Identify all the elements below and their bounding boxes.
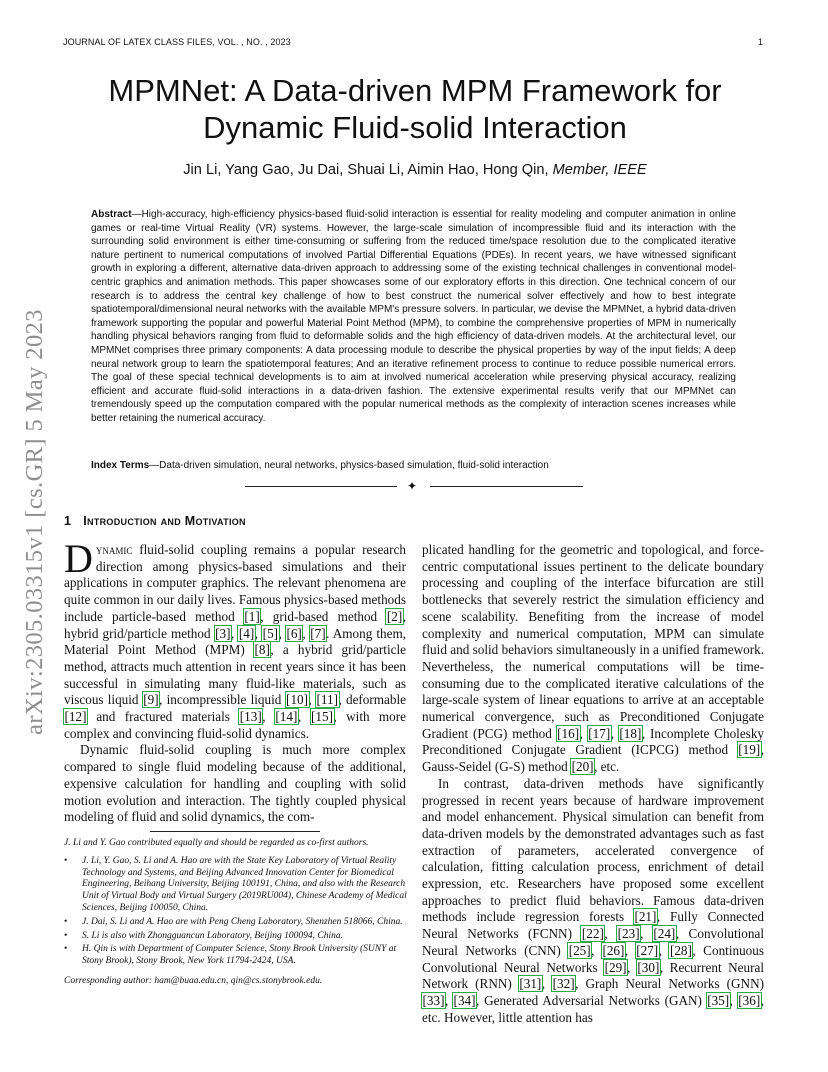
bullet-icon: • [64, 944, 68, 955]
citation-link[interactable]: [30] [637, 959, 660, 975]
author-membership: Member, IEEE [552, 162, 647, 178]
citation-link[interactable]: [29] [604, 959, 627, 975]
affiliation-list [64, 856, 407, 968]
bullet-icon: • [64, 916, 68, 927]
affiliation-text: J. Dai, S. Li and A. Hao are with Peng Cheng Laboratory, Shenzhen 518066, China. [82, 916, 403, 927]
citation-link[interactable]: [14] [275, 709, 298, 725]
affiliation-item [64, 944, 407, 968]
bullet-icon: • [64, 930, 68, 941]
text-run: , [604, 926, 618, 942]
text-run: , [658, 942, 670, 958]
affiliation-item [64, 856, 407, 915]
text-run: fluid-solid coupling remains a popular research direction among physics-based simulations and their applications in computer graphics. The relevant phenomena are quite common in our daily lives. Famous physics-based methods include particle-based method [64, 542, 406, 624]
drop-cap: D [64, 536, 93, 581]
citation-link[interactable]: [4] [238, 625, 255, 641]
citation-link[interactable]: [35] [707, 992, 730, 1008]
text-run: , Incomplete Cholesky Preconditioned Conjugate Gradient (ICPCG) method [422, 725, 765, 758]
text-run: , [610, 725, 619, 741]
text-run: , etc. [594, 759, 620, 775]
paragraph [64, 536, 407, 742]
citation-link[interactable]: [28] [669, 942, 692, 958]
text-run: , hybrid grid/particle method [64, 608, 407, 641]
citation-link[interactable]: [34] [453, 992, 476, 1008]
citation-link[interactable]: [3] [215, 625, 231, 641]
corresponding-author: Corresponding author: ham@buaa.edu.cn, qin@cs.stonybrook.edu. [64, 975, 323, 986]
affiliation-text: J. Li, Y. Gao, S. Li and A. Hao are with the State Key Laboratory of Virtual Reality Technology and Systems, and Beijing Advanced Innovation Center for Biomedical Engineering, Beihang University, Beijing 100191, China, and also with the Research Unit of Virtual Body and Virtual Surgery (2019RU004), Chinese Academy of Medical Sciences, Beijing 100050, China. [82, 855, 407, 913]
lead-in-small-caps: ynamic [95, 542, 133, 557]
author-list [60, 162, 770, 178]
citation-link[interactable]: [32] [552, 976, 575, 992]
citation-link[interactable]: [33] [422, 992, 445, 1008]
paper-title: MPMNet: A Data-driven MPM Framework for Dynamic Fluid-solid Interaction [108, 73, 722, 145]
section-title: Introduction and Motivation [83, 514, 246, 528]
citation-link[interactable]: [9] [143, 692, 159, 708]
text-run: . Among them, Material Point Method (MPM) [64, 625, 407, 658]
divider-star-icon: ✦ [407, 479, 418, 493]
citation-link[interactable]: [8] [254, 642, 270, 658]
index-terms [91, 460, 736, 471]
citation-link[interactable]: [13] [239, 709, 262, 725]
citation-link[interactable]: [26] [602, 942, 625, 958]
text-run: , Graph Neural Networks (GNN) [575, 976, 764, 992]
text-run: , [231, 625, 239, 641]
footnote-equal-contribution: J. Li and Y. Gao contributed equally and should be regarded as co-first authors. [64, 838, 369, 848]
text-run: , [627, 959, 637, 975]
section-heading [64, 514, 246, 528]
citation-link[interactable]: [20] [571, 759, 594, 775]
text-run: , Recurrent Neural Network (RNN) [422, 959, 765, 992]
affiliation-text: H. Qin is with Department of Computer Science, Stony Brook University (SUNY at Stony Brook), Stony Brook, New York 11794-2424, USA. [82, 944, 397, 967]
affiliation-text: S. Li is also with Zhongguancun Laboratory, Beijing 100094, China. [82, 930, 344, 941]
citation-link[interactable]: [36] [738, 992, 761, 1008]
text-run: , [591, 942, 602, 958]
text-run: , [640, 926, 653, 942]
text-run: , [302, 625, 310, 641]
text-run: , Gauss-Seidel (G-S) method [422, 742, 764, 775]
citation-link[interactable]: [5] [262, 625, 279, 641]
bullet-icon: • [64, 855, 68, 866]
arxiv-identifier-text: arXiv:2305.03315v1 [cs.GR] 5 May 2023 [21, 309, 48, 735]
text-run: , Fully Connected Neural Networks (FCNN) [422, 909, 764, 942]
affiliation-item [64, 931, 407, 943]
text-run: , Continuous Convolutional Neural Networks [422, 942, 765, 975]
right-column [422, 542, 764, 1026]
divider-rule-left [245, 486, 397, 487]
text-run: , Convolutional Neural Networks (CNN) [422, 926, 765, 958]
footnotes [64, 838, 407, 994]
citation-link[interactable]: [11] [316, 692, 338, 708]
arxiv-side-identifier [20, 285, 50, 760]
footnote-rule [150, 831, 320, 832]
paragraph: Dynamic fluid-solid coupling is much more complex compared to single fluid modeling because of the additional, expensive calculation for handling and coupling with solid motion evolution and interaction. The tightly coupled physical modeling of fluid and solid dynamics, the com- [64, 742, 406, 825]
citation-link[interactable]: [17] [588, 725, 611, 741]
text-run: and fractured materials [86, 709, 240, 725]
citation-link[interactable]: [7] [310, 625, 326, 641]
text-run: , [541, 976, 553, 992]
index-terms-text: —Data-driven simulation, neural networks, physics-based simulation, fluid-solid interaction [149, 460, 549, 471]
text-run: plicated handling for the geometric and topological, and force-centric computational issues pertinent to the delicate boundary processing and coupling of the interface bifurcation are still bottlenecks that severely restrict the simulation efficiency and scene scalability. Benefiting from the increase of model complexity and numerical computation, MPM can simulate fluid and solid behaviors simultaneously in a unified framework. Nevertheless, the numerical computations will be time-consuming due to the complicated iterative calculations of the large-scale system of linear equations to arrive at an acceptable numerical convergence, such as Preconditioned Conjugate Gradient (PCG) method [422, 542, 764, 741]
text-run: , with more complex and convincing fluid-solid dynamics. [64, 709, 407, 741]
citation-link[interactable]: [31] [519, 976, 542, 992]
citation-link[interactable]: [27] [636, 942, 659, 958]
citation-link[interactable]: [6] [286, 625, 302, 641]
text-run: , deformable [338, 692, 407, 708]
text-run: , [624, 942, 636, 958]
section-number: 1 [64, 514, 72, 528]
paragraph [422, 776, 764, 1027]
abstract-label: Abstract [91, 209, 132, 220]
text-run: , Generated Adversarial Networks (GAN) [476, 992, 707, 1008]
text-run: , [262, 709, 275, 725]
text-run: In contrast, data-driven methods have significantly progressed in recent years because of hardware improvement and model enhancement. Physical simulation can benefit from data-driven models by the demonstrated advantages such as fast extraction of parameters, accelerated convergence of calculation, fitting calculation process, enrichment of detail expression, etc. Researchers have proposed some excellent approaches to predict fluid behaviors. Famous data-driven methods include regression forests [422, 775, 764, 925]
citation-link[interactable]: [19] [738, 742, 761, 758]
text-run: , [297, 709, 311, 725]
divider-rule-right [430, 486, 583, 487]
text-run: , [579, 725, 588, 741]
abstract [91, 208, 736, 426]
citation-link[interactable]: [1] [244, 608, 260, 624]
author-names: Jin Li, Yang Gao, Ju Dai, Shuai Li, Aimin Hao, Hong Qin, [183, 162, 549, 178]
citation-link[interactable]: [12] [64, 709, 87, 725]
citation-link[interactable]: [2] [386, 608, 403, 624]
abstract-text: —High-accuracy, high-efficiency physics-based fluid-solid interaction is essential for reality modeling and computer animation in online games or real-time Virtual Reality (VR) systems. However, the large-scale simulation of incompressible fluid and its interaction with the surrounding solid environment is either time-consuming or suffering from the reduced time/space resolution due to the complicated iterative nature pertinent to numerical computations of involved Partial Differential Equations (PDEs). In recent years, we have witnessed significant growth in exploring a different, alternative data-driven approach to addressing some of the existing technical challenges in conventional model-centric graphics and animation methods. This paper showcases some of our exploratory efforts in this direction. One technical concern of our research is to address the central key challenge of how to best construct the numerical solver effectively and how to best integrate spatiotemporal/dimensional neural networks with the available MPM's pressure solvers. In particular, we devise the MPMNet, a hybrid data-driven framework supporting the popular and powerful Material Point Method (MPM), to combine the comprehensive properties of MPM in numerically handling physical behaviors ranging from fluid to deformable solids and the high efficiency of data-driven models. At the architectural level, our MPMNet comprises three primary components: A data processing module to describe the physical properties by way of the input fields; A deep neural network group to learn the spatiotemporal features; And an iterative refinement process to continue to reduce possible numerical errors. The goal of these special technical developments is to aim at involved numerical acceleration while preserving physical accuracy, realizing efficient and accurate fluid-solid interactions in a data-driven fashion. The extensive experimental results verify that our MPMNet can tremendously speed up the computation compared with the popular numerical methods as the complexity of interaction scenes increases while better retaining the numerical accuracy. [91, 209, 736, 424]
page-number: 1 [758, 37, 764, 47]
affiliation-item [64, 917, 407, 929]
citation-link[interactable]: [22] [581, 926, 604, 942]
text-run: , [254, 625, 263, 641]
citation-link[interactable]: [23] [617, 926, 640, 942]
index-terms-label: Index Terms [91, 460, 150, 471]
text-run: , [308, 692, 317, 708]
text-run: , [278, 625, 286, 641]
text-run: , [444, 992, 454, 1008]
citation-link[interactable]: [25] [568, 942, 591, 958]
text-run: , [729, 992, 738, 1008]
text-run: , a hybrid grid/particle method, attracts much attention in recent years since it has been successful in simulating many fluid-like materials, such as viscous liquid [64, 642, 406, 708]
running-head: JOURNAL OF LATEX CLASS FILES, VOL. , NO. , 2023 [63, 37, 291, 47]
text-run: , incompressible liquid [159, 692, 286, 708]
citation-link[interactable]: [10] [286, 692, 309, 708]
text-run: , grid-based method [260, 608, 387, 624]
citation-link[interactable]: [18] [619, 725, 642, 741]
citation-link[interactable]: [24] [653, 926, 676, 942]
citation-link[interactable]: [21] [634, 909, 657, 925]
citation-link[interactable]: [16] [557, 725, 580, 741]
left-column [64, 536, 407, 826]
text-run: , etc. However, little attention has [422, 992, 765, 1025]
citation-link[interactable]: [15] [311, 709, 334, 725]
paragraph [422, 542, 764, 776]
